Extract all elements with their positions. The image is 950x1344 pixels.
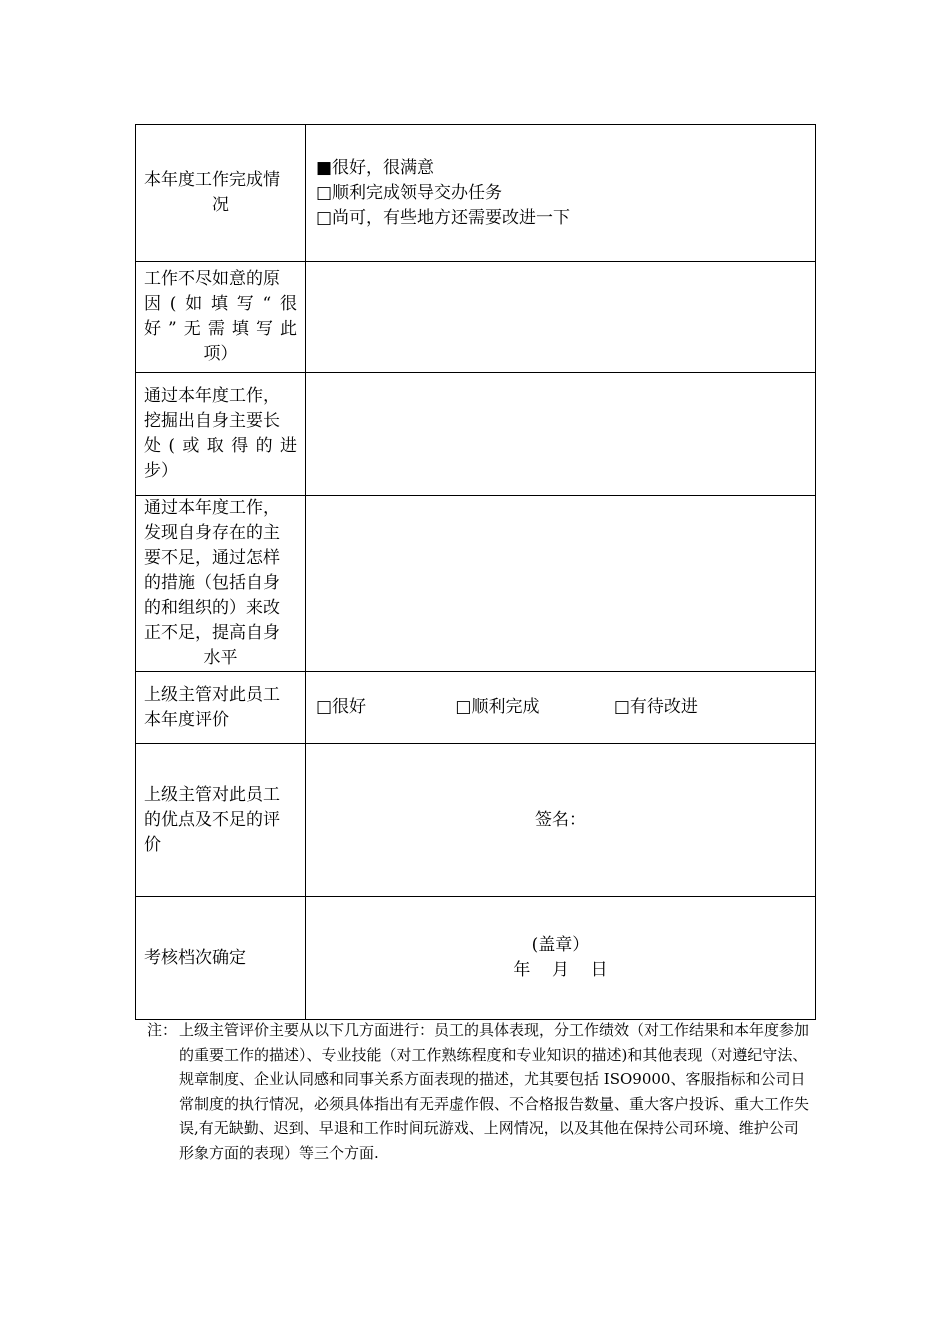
label-line: 况 [212,195,229,215]
footnote-text: 上级主管评价主要从以下几方面进行：员工的具体表现，分工作绩效（对工作结果和本年度参加的重要工作的描述）、专业技能（对工作熟练程度和专业知识的描述)和其他表现（对遵纪守法、规章制度、企业认同感和同事关系方面表现的描述，尤其要包括 ISO9000、客服指标和公司日常制度的执行情况，必须具体指出有无弄虚作假、不合格报告数量、重大客户投诉、重大工作失误,有无缺勤、迟到、早退和工作时间玩游戏、上网情况，以及其他在保持公司环境、维护公司形象方面的表现）等三个方面. [179,1021,810,1162]
label-line: 考核档次确定 [144,947,246,968]
seal-label: (盖章） [531,935,590,955]
option-needs-improvement[interactable]: □有待改进 [613,697,698,717]
reason-field[interactable] [306,262,816,373]
label-strengths [136,373,306,496]
label-line: 通过本年度工作， [144,498,280,518]
label-supervisor-eval [136,672,306,744]
label-completion [136,125,306,262]
label-line: 的优点及不足的评 [144,809,280,830]
completion-options [306,125,816,262]
label-line: 因(如填写“很 [144,294,297,314]
option-very-good[interactable]: □很好 [316,697,367,717]
label-line: 上级主管对此员工 [144,684,280,705]
row-strengths [136,373,816,496]
rating-field[interactable] [306,897,816,1020]
label-line: 本年度评价 [144,709,229,730]
label-line: 价 [144,834,161,855]
supervisor-comment-field[interactable] [306,744,816,897]
option-acceptable[interactable]: □尚可，有些地方还需要改进一下 [316,207,571,228]
strengths-field[interactable] [306,373,816,496]
row-reason [136,262,816,373]
label-line: 水平 [203,648,238,668]
label-reason [136,262,306,373]
label-line: 步） [144,461,178,481]
row-rating [136,897,816,1020]
label-line: 挖掘出自身主要长 [144,411,280,431]
label-line: 工作不尽如意的原 [144,269,280,289]
label-line: 的和组织的）来改 [144,598,280,618]
label-rating [136,897,306,1020]
label-line: 项） [203,344,238,364]
supervisor-eval-options [306,672,816,744]
label-line: 要不足，通过怎样 [144,548,280,568]
footnote [147,1018,810,1165]
date-label: 年 月 日 [513,960,608,980]
row-completion [136,125,816,262]
label-line: 正不足，提高自身 [144,623,280,643]
option-completed[interactable]: □顺利完成 [455,697,540,717]
option-very-good-checked[interactable]: ■很好，很满意 [316,157,435,178]
label-line: 的措施（包括自身 [144,573,280,593]
row-weaknesses [136,496,816,672]
label-supervisor-comment [136,744,306,897]
evaluation-form-table [135,124,816,1020]
label-line: 处(或取得的进 [144,436,297,456]
label-line: 上级主管对此员工 [144,784,280,805]
footnote-head: 注： [147,1021,178,1039]
label-line: 通过本年度工作， [144,386,280,406]
weaknesses-field[interactable] [306,496,816,672]
signature-label: 签名： [535,809,586,830]
label-line: 好”无需填写此 [144,319,297,339]
label-line: 发现自身存在的主 [144,523,280,543]
row-supervisor-comment [136,744,816,897]
option-completed-tasks[interactable]: □顺利完成领导交办任务 [316,182,503,203]
label-line: 本年度工作完成情 [144,170,280,190]
row-supervisor-eval [136,672,816,744]
label-weaknesses [136,496,306,672]
